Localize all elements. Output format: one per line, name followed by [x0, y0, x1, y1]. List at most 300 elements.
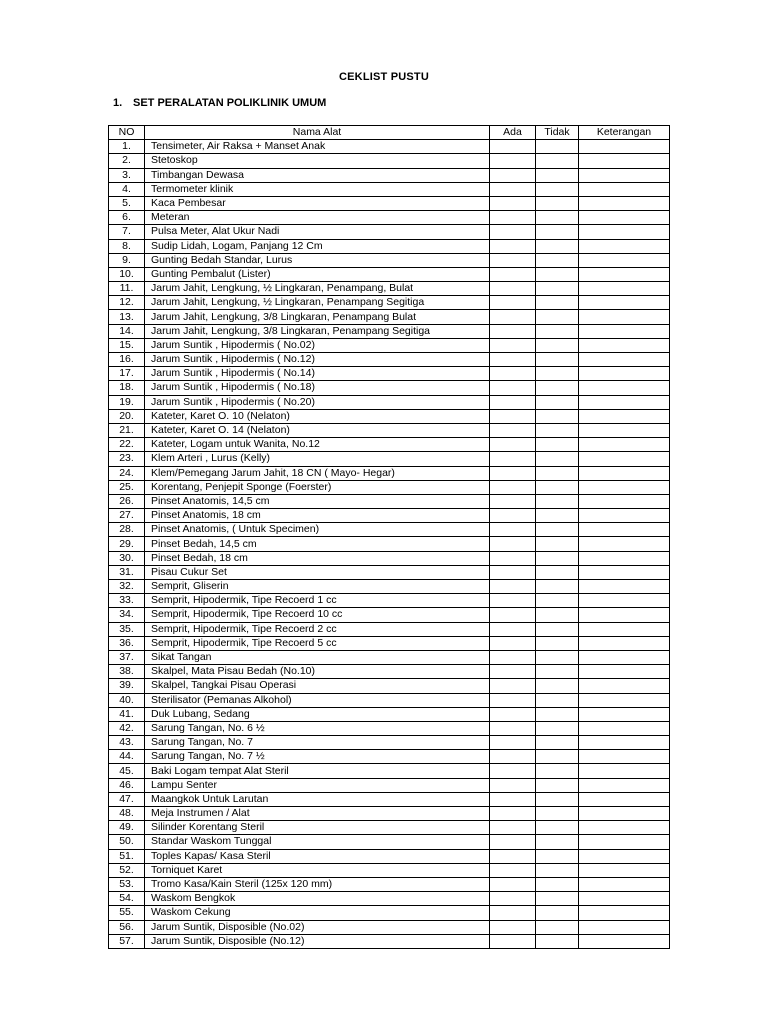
- tidak-cell[interactable]: [536, 225, 579, 239]
- ada-cell[interactable]: [490, 168, 536, 182]
- item-number: 44.: [109, 750, 145, 764]
- ada-cell[interactable]: [490, 537, 536, 551]
- table-row: [109, 367, 670, 381]
- table-row: [109, 225, 670, 239]
- ada-cell[interactable]: [490, 594, 536, 608]
- ada-cell[interactable]: [490, 877, 536, 891]
- item-name: Gunting Pembalut (Lister): [145, 267, 490, 281]
- item-number: 33.: [109, 594, 145, 608]
- tidak-cell[interactable]: [536, 580, 579, 594]
- table-row: [109, 920, 670, 934]
- ada-cell[interactable]: [490, 608, 536, 622]
- keterangan-cell[interactable]: [579, 367, 670, 381]
- tidak-cell[interactable]: [536, 650, 579, 664]
- table-row: [109, 211, 670, 225]
- tidak-cell[interactable]: [536, 395, 579, 409]
- keterangan-cell[interactable]: [579, 736, 670, 750]
- checklist-table: [108, 125, 670, 949]
- item-name: Jarum Jahit, Lengkung, ½ Lingkaran, Penampang, Bulat: [145, 282, 490, 296]
- table-row: [109, 892, 670, 906]
- ada-cell[interactable]: [490, 296, 536, 310]
- item-number: 3.: [109, 168, 145, 182]
- item-name: Pinset Anatomis, 14,5 cm: [145, 494, 490, 508]
- keterangan-cell[interactable]: [579, 594, 670, 608]
- keterangan-cell[interactable]: [579, 934, 670, 948]
- table-row: [109, 282, 670, 296]
- ada-cell[interactable]: [490, 480, 536, 494]
- tidak-cell[interactable]: [536, 863, 579, 877]
- ada-cell[interactable]: [490, 140, 536, 154]
- item-number: 31.: [109, 565, 145, 579]
- table-row: [109, 835, 670, 849]
- keterangan-cell[interactable]: [579, 239, 670, 253]
- keterangan-cell[interactable]: [579, 423, 670, 437]
- keterangan-cell[interactable]: [579, 168, 670, 182]
- keterangan-cell[interactable]: [579, 792, 670, 806]
- table-row: [109, 849, 670, 863]
- table-row: [109, 423, 670, 437]
- tidak-cell[interactable]: [536, 636, 579, 650]
- ada-cell[interactable]: [490, 551, 536, 565]
- item-number: 32.: [109, 580, 145, 594]
- ada-cell[interactable]: [490, 438, 536, 452]
- table-row: [109, 395, 670, 409]
- keterangan-cell[interactable]: [579, 679, 670, 693]
- tidak-cell[interactable]: [536, 920, 579, 934]
- table-row: [109, 182, 670, 196]
- item-name: Torniquet Karet: [145, 863, 490, 877]
- ada-cell[interactable]: [490, 906, 536, 920]
- tidak-cell[interactable]: [536, 438, 579, 452]
- tidak-cell[interactable]: [536, 665, 579, 679]
- keterangan-cell[interactable]: [579, 750, 670, 764]
- item-number: 8.: [109, 239, 145, 253]
- section-heading: [113, 97, 326, 109]
- ada-cell[interactable]: [490, 636, 536, 650]
- keterangan-cell[interactable]: [579, 906, 670, 920]
- item-name: Kateter, Karet O. 14 (Nelaton): [145, 423, 490, 437]
- tidak-cell[interactable]: [536, 608, 579, 622]
- item-name: Gunting Bedah Standar, Lurus: [145, 253, 490, 267]
- item-number: 40.: [109, 693, 145, 707]
- ada-cell[interactable]: [490, 665, 536, 679]
- keterangan-cell[interactable]: [579, 821, 670, 835]
- item-name: Stetoskop: [145, 154, 490, 168]
- tidak-cell[interactable]: [536, 466, 579, 480]
- tidak-cell[interactable]: [536, 267, 579, 281]
- item-name: Korentang, Penjepit Sponge (Foerster): [145, 480, 490, 494]
- tidak-cell[interactable]: [536, 381, 579, 395]
- item-name: Sudip Lidah, Logam, Panjang 12 Cm: [145, 239, 490, 253]
- keterangan-cell[interactable]: [579, 636, 670, 650]
- ada-cell[interactable]: [490, 792, 536, 806]
- table-row: [109, 154, 670, 168]
- keterangan-cell[interactable]: [579, 409, 670, 423]
- item-number: 50.: [109, 835, 145, 849]
- item-name: Sikat Tangan: [145, 650, 490, 664]
- ada-cell[interactable]: [490, 920, 536, 934]
- table-row: [109, 650, 670, 664]
- tidak-cell[interactable]: [536, 750, 579, 764]
- ada-cell[interactable]: [490, 821, 536, 835]
- keterangan-cell[interactable]: [579, 622, 670, 636]
- item-number: 6.: [109, 211, 145, 225]
- item-name: Jarum Suntik , Hipodermis ( No.14): [145, 367, 490, 381]
- ada-cell[interactable]: [490, 707, 536, 721]
- item-number: 55.: [109, 906, 145, 920]
- keterangan-cell[interactable]: [579, 438, 670, 452]
- item-number: 12.: [109, 296, 145, 310]
- item-name: Silinder Korentang Steril: [145, 821, 490, 835]
- item-name: Pulsa Meter, Alat Ukur Nadi: [145, 225, 490, 239]
- item-name: Skalpel, Mata Pisau Bedah (No.10): [145, 665, 490, 679]
- keterangan-cell[interactable]: [579, 721, 670, 735]
- tidak-cell[interactable]: [536, 792, 579, 806]
- tidak-cell[interactable]: [536, 764, 579, 778]
- item-name: Tensimeter, Air Raksa + Manset Anak: [145, 140, 490, 154]
- ada-cell[interactable]: [490, 225, 536, 239]
- header-tidak: Tidak: [536, 126, 579, 140]
- item-name: Jarum Suntik , Hipodermis ( No.20): [145, 395, 490, 409]
- keterangan-cell[interactable]: [579, 267, 670, 281]
- ada-cell[interactable]: [490, 580, 536, 594]
- item-number: 21.: [109, 423, 145, 437]
- ada-cell[interactable]: [490, 409, 536, 423]
- keterangan-cell[interactable]: [579, 480, 670, 494]
- table-row: [109, 239, 670, 253]
- keterangan-cell[interactable]: [579, 253, 670, 267]
- tidak-cell[interactable]: [536, 196, 579, 210]
- keterangan-cell[interactable]: [579, 182, 670, 196]
- keterangan-cell[interactable]: [579, 154, 670, 168]
- header-nama-alat: Nama Alat: [145, 126, 490, 140]
- table-row: [109, 665, 670, 679]
- keterangan-cell[interactable]: [579, 353, 670, 367]
- ada-cell[interactable]: [490, 849, 536, 863]
- table-row: [109, 140, 670, 154]
- ada-cell[interactable]: [490, 310, 536, 324]
- keterangan-cell[interactable]: [579, 565, 670, 579]
- tidak-cell[interactable]: [536, 892, 579, 906]
- item-name: Kateter, Logam untuk Wanita, No.12: [145, 438, 490, 452]
- table-row: [109, 565, 670, 579]
- ada-cell[interactable]: [490, 196, 536, 210]
- table-header-row: [109, 126, 670, 140]
- item-name: Waskom Bengkok: [145, 892, 490, 906]
- keterangan-cell[interactable]: [579, 807, 670, 821]
- item-number: 56.: [109, 920, 145, 934]
- ada-cell[interactable]: [490, 267, 536, 281]
- ada-cell[interactable]: [490, 154, 536, 168]
- tidak-cell[interactable]: [536, 679, 579, 693]
- tidak-cell[interactable]: [536, 211, 579, 225]
- tidak-cell[interactable]: [536, 338, 579, 352]
- tidak-cell[interactable]: [536, 452, 579, 466]
- tidak-cell[interactable]: [536, 721, 579, 735]
- item-name: Sarung Tangan, No. 7: [145, 736, 490, 750]
- ada-cell[interactable]: [490, 338, 536, 352]
- table-row: [109, 409, 670, 423]
- keterangan-cell[interactable]: [579, 537, 670, 551]
- ada-cell[interactable]: [490, 622, 536, 636]
- item-name: Pinset Anatomis, 18 cm: [145, 509, 490, 523]
- ada-cell[interactable]: [490, 324, 536, 338]
- table-row: [109, 934, 670, 948]
- keterangan-cell[interactable]: [579, 395, 670, 409]
- item-number: 57.: [109, 934, 145, 948]
- item-name: Maangkok Untuk Larutan: [145, 792, 490, 806]
- ada-cell[interactable]: [490, 466, 536, 480]
- table-row: [109, 168, 670, 182]
- item-number: 29.: [109, 537, 145, 551]
- keterangan-cell[interactable]: [579, 381, 670, 395]
- item-number: 15.: [109, 338, 145, 352]
- table-row: [109, 636, 670, 650]
- item-number: 18.: [109, 381, 145, 395]
- item-name: Jarum Suntik , Hipodermis ( No.02): [145, 338, 490, 352]
- ada-cell[interactable]: [490, 395, 536, 409]
- item-number: 14.: [109, 324, 145, 338]
- section-title: SET PERALATAN POLIKLINIK UMUM: [133, 97, 327, 109]
- table-row: [109, 537, 670, 551]
- ada-cell[interactable]: [490, 353, 536, 367]
- keterangan-cell[interactable]: [579, 324, 670, 338]
- keterangan-cell[interactable]: [579, 778, 670, 792]
- tidak-cell[interactable]: [536, 551, 579, 565]
- tidak-cell[interactable]: [536, 182, 579, 196]
- ada-cell[interactable]: [490, 679, 536, 693]
- item-name: Klem Arteri , Lurus (Kelly): [145, 452, 490, 466]
- ada-cell[interactable]: [490, 934, 536, 948]
- keterangan-cell[interactable]: [579, 466, 670, 480]
- table-row: [109, 296, 670, 310]
- keterangan-cell[interactable]: [579, 509, 670, 523]
- tidak-cell[interactable]: [536, 736, 579, 750]
- tidak-cell[interactable]: [536, 565, 579, 579]
- table-row: [109, 253, 670, 267]
- ada-cell[interactable]: [490, 211, 536, 225]
- ada-cell[interactable]: [490, 750, 536, 764]
- item-name: Pinset Anatomis, ( Untuk Specimen): [145, 523, 490, 537]
- item-name: Jarum Jahit, Lengkung, 3/8 Lingkaran, Penampang Bulat: [145, 310, 490, 324]
- tidak-cell[interactable]: [536, 168, 579, 182]
- table-row: [109, 324, 670, 338]
- tidak-cell[interactable]: [536, 480, 579, 494]
- keterangan-cell[interactable]: [579, 835, 670, 849]
- item-number: 41.: [109, 707, 145, 721]
- ada-cell[interactable]: [490, 381, 536, 395]
- item-name: Jarum Suntik , Hipodermis ( No.12): [145, 353, 490, 367]
- item-name: Pisau Cukur Set: [145, 565, 490, 579]
- ada-cell[interactable]: [490, 721, 536, 735]
- item-name: Semprit, Hipodermik, Tipe Recoerd 5 cc: [145, 636, 490, 650]
- tidak-cell[interactable]: [536, 807, 579, 821]
- item-name: Kaca Pembesar: [145, 196, 490, 210]
- item-number: 7.: [109, 225, 145, 239]
- tidak-cell[interactable]: [536, 906, 579, 920]
- section-number: 1.: [113, 97, 123, 109]
- table-row: [109, 594, 670, 608]
- item-name: Termometer klinik: [145, 182, 490, 196]
- tidak-cell[interactable]: [536, 253, 579, 267]
- table-row: [109, 693, 670, 707]
- item-name: Semprit, Gliserin: [145, 580, 490, 594]
- tidak-cell[interactable]: [536, 778, 579, 792]
- item-number: 25.: [109, 480, 145, 494]
- tidak-cell[interactable]: [536, 835, 579, 849]
- tidak-cell[interactable]: [536, 310, 579, 324]
- keterangan-cell[interactable]: [579, 452, 670, 466]
- keterangan-cell[interactable]: [579, 764, 670, 778]
- ada-cell[interactable]: [490, 736, 536, 750]
- tidak-cell[interactable]: [536, 537, 579, 551]
- table-row: [109, 494, 670, 508]
- tidak-cell[interactable]: [536, 707, 579, 721]
- table-body: [109, 140, 670, 949]
- ada-cell[interactable]: [490, 835, 536, 849]
- table-row: [109, 381, 670, 395]
- ada-cell[interactable]: [490, 778, 536, 792]
- item-name: Toples Kapas/ Kasa Steril: [145, 849, 490, 863]
- keterangan-cell[interactable]: [579, 693, 670, 707]
- ada-cell[interactable]: [490, 764, 536, 778]
- item-name: Sarung Tangan, No. 7 ½: [145, 750, 490, 764]
- table-row: [109, 792, 670, 806]
- keterangan-cell[interactable]: [579, 707, 670, 721]
- ada-cell[interactable]: [490, 693, 536, 707]
- item-number: 1.: [109, 140, 145, 154]
- ada-cell[interactable]: [490, 182, 536, 196]
- item-number: 22.: [109, 438, 145, 452]
- keterangan-cell[interactable]: [579, 225, 670, 239]
- item-number: 47.: [109, 792, 145, 806]
- keterangan-cell[interactable]: [579, 282, 670, 296]
- ada-cell[interactable]: [490, 282, 536, 296]
- item-name: Sarung Tangan, No. 6 ½: [145, 721, 490, 735]
- keterangan-cell[interactable]: [579, 211, 670, 225]
- tidak-cell[interactable]: [536, 154, 579, 168]
- table-row: [109, 196, 670, 210]
- tidak-cell[interactable]: [536, 353, 579, 367]
- table-row: [109, 267, 670, 281]
- keterangan-cell[interactable]: [579, 551, 670, 565]
- tidak-cell[interactable]: [536, 409, 579, 423]
- keterangan-cell[interactable]: [579, 920, 670, 934]
- ada-cell[interactable]: [490, 650, 536, 664]
- ada-cell[interactable]: [490, 892, 536, 906]
- tidak-cell[interactable]: [536, 934, 579, 948]
- header-no: NO: [109, 126, 145, 140]
- item-name: Skalpel, Tangkai Pisau Operasi: [145, 679, 490, 693]
- table-row: [109, 353, 670, 367]
- table-row: [109, 608, 670, 622]
- ada-cell[interactable]: [490, 494, 536, 508]
- keterangan-cell[interactable]: [579, 608, 670, 622]
- item-name: Jarum Suntik , Hipodermis ( No.18): [145, 381, 490, 395]
- keterangan-cell[interactable]: [579, 494, 670, 508]
- keterangan-cell[interactable]: [579, 296, 670, 310]
- item-number: 39.: [109, 679, 145, 693]
- keterangan-cell[interactable]: [579, 523, 670, 537]
- ada-cell[interactable]: [490, 509, 536, 523]
- ada-cell[interactable]: [490, 239, 536, 253]
- tidak-cell[interactable]: [536, 423, 579, 437]
- table-row: [109, 736, 670, 750]
- ada-cell[interactable]: [490, 523, 536, 537]
- tidak-cell[interactable]: [536, 849, 579, 863]
- item-number: 2.: [109, 154, 145, 168]
- keterangan-cell[interactable]: [579, 310, 670, 324]
- item-name: Pinset Bedah, 18 cm: [145, 551, 490, 565]
- tidak-cell[interactable]: [536, 622, 579, 636]
- item-name: Jarum Jahit, Lengkung, 3/8 Lingkaran, Penampang Segitiga: [145, 324, 490, 338]
- table-row: [109, 551, 670, 565]
- item-name: Waskom Cekung: [145, 906, 490, 920]
- table-row: [109, 679, 670, 693]
- tidak-cell[interactable]: [536, 367, 579, 381]
- tidak-cell[interactable]: [536, 494, 579, 508]
- item-name: Jarum Jahit, Lengkung, ½ Lingkaran, Penampang Segitiga: [145, 296, 490, 310]
- keterangan-cell[interactable]: [579, 140, 670, 154]
- ada-cell[interactable]: [490, 367, 536, 381]
- item-name: Semprit, Hipodermik, Tipe Recoerd 2 cc: [145, 622, 490, 636]
- tidak-cell[interactable]: [536, 509, 579, 523]
- tidak-cell[interactable]: [536, 296, 579, 310]
- keterangan-cell[interactable]: [579, 863, 670, 877]
- table-row: [109, 338, 670, 352]
- item-name: Jarum Suntik, Disposible (No.02): [145, 920, 490, 934]
- ada-cell[interactable]: [490, 423, 536, 437]
- tidak-cell[interactable]: [536, 594, 579, 608]
- item-number: 9.: [109, 253, 145, 267]
- item-number: 10.: [109, 267, 145, 281]
- tidak-cell[interactable]: [536, 523, 579, 537]
- item-number: 37.: [109, 650, 145, 664]
- keterangan-cell[interactable]: [579, 580, 670, 594]
- ada-cell[interactable]: [490, 452, 536, 466]
- keterangan-cell[interactable]: [579, 892, 670, 906]
- keterangan-cell[interactable]: [579, 877, 670, 891]
- ada-cell[interactable]: [490, 253, 536, 267]
- item-number: 45.: [109, 764, 145, 778]
- tidak-cell[interactable]: [536, 282, 579, 296]
- tidak-cell[interactable]: [536, 821, 579, 835]
- item-number: 26.: [109, 494, 145, 508]
- item-number: 42.: [109, 721, 145, 735]
- item-name: Jarum Suntik, Disposible (No.12): [145, 934, 490, 948]
- ada-cell[interactable]: [490, 863, 536, 877]
- tidak-cell[interactable]: [536, 877, 579, 891]
- item-name: Standar Waskom Tunggal: [145, 835, 490, 849]
- ada-cell[interactable]: [490, 565, 536, 579]
- keterangan-cell[interactable]: [579, 338, 670, 352]
- tidak-cell[interactable]: [536, 140, 579, 154]
- table-row: [109, 877, 670, 891]
- table-row: [109, 580, 670, 594]
- keterangan-cell[interactable]: [579, 196, 670, 210]
- ada-cell[interactable]: [490, 807, 536, 821]
- tidak-cell[interactable]: [536, 239, 579, 253]
- keterangan-cell[interactable]: [579, 849, 670, 863]
- keterangan-cell[interactable]: [579, 665, 670, 679]
- item-number: 28.: [109, 523, 145, 537]
- tidak-cell[interactable]: [536, 693, 579, 707]
- item-number: 23.: [109, 452, 145, 466]
- item-number: 24.: [109, 466, 145, 480]
- tidak-cell[interactable]: [536, 324, 579, 338]
- keterangan-cell[interactable]: [579, 650, 670, 664]
- item-name: Baki Logam tempat Alat Steril: [145, 764, 490, 778]
